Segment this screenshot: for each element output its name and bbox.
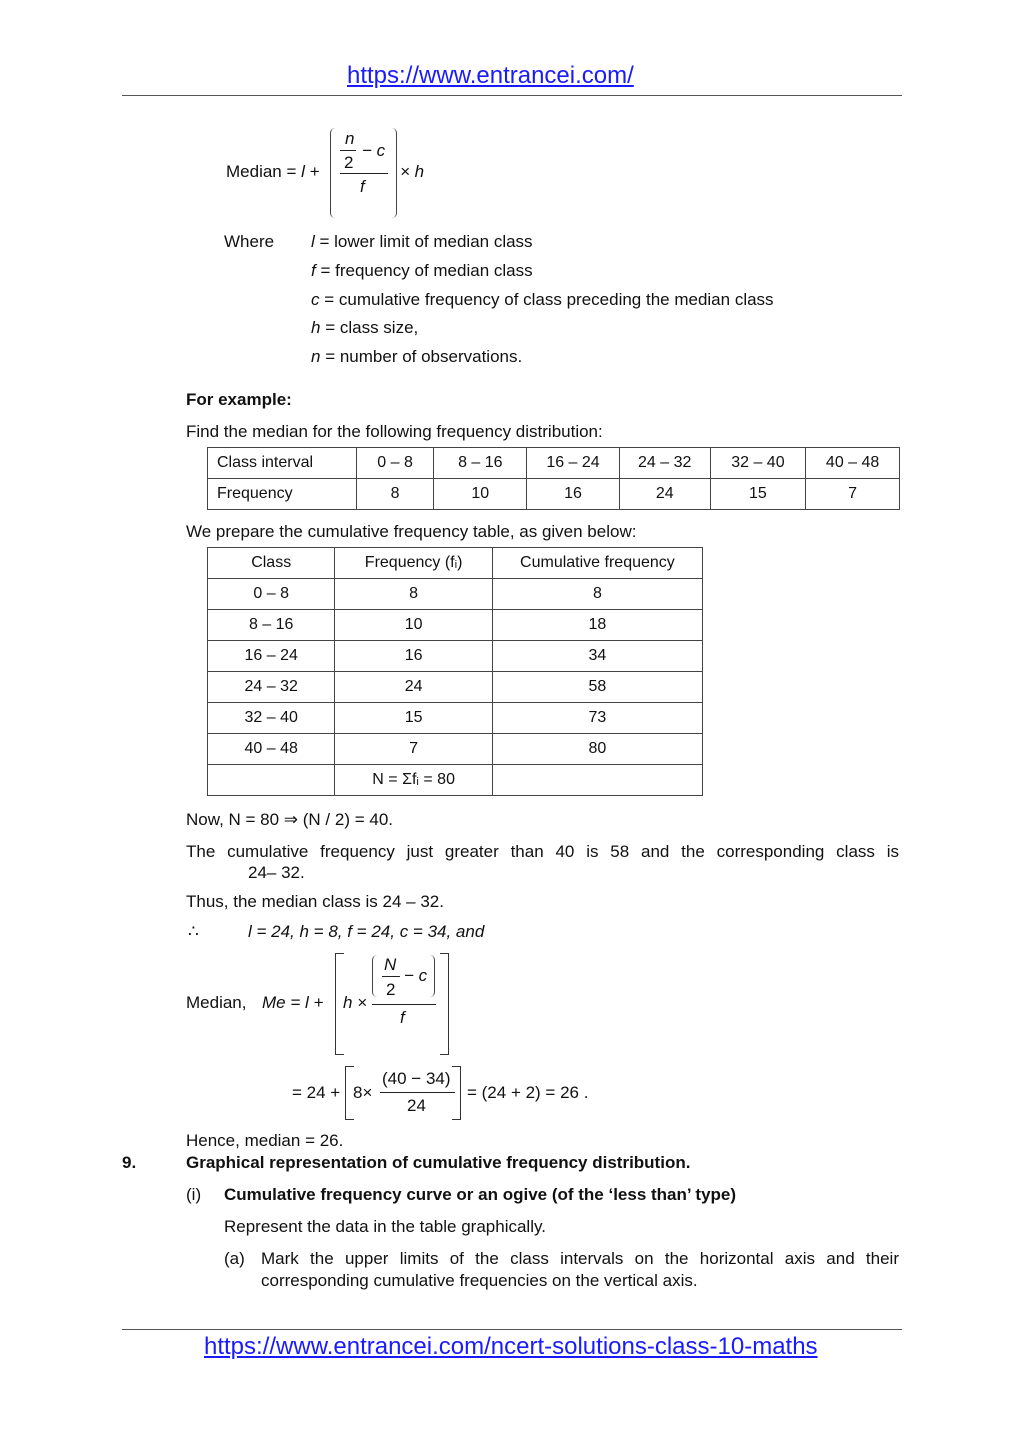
table-cell [492,765,702,796]
median2-me: Me = l + [262,993,324,1012]
right-paren [392,128,397,218]
table-cell: 8 – 16 [208,610,335,641]
calc-suffix: = (24 + 2) = 26 . [467,1083,589,1102]
table-cell: Class interval [208,448,357,479]
table-row [208,548,703,579]
table-cell: 18 [492,610,702,641]
formula-median-lhs: Median = l + [226,162,320,181]
example-heading: For example: [186,390,292,409]
a-line2: corresponding cumulative frequencies on the vertical axis. [261,1271,698,1290]
table-row [208,765,703,796]
table-cell: 16 – 24 [527,448,620,479]
table-cell: 32 – 40 [208,703,335,734]
therefore-symbol: ∴ [188,922,199,941]
formula-minus-c: − c [362,141,386,160]
calc-denominator: 24 [407,1096,426,1115]
calc-prefix: = 24 + [292,1083,341,1102]
table-row [208,672,703,703]
formula-main-bar [340,173,388,174]
where-item-n: n = number of observations. [311,347,523,366]
table-cell: 16 [527,479,620,510]
table-cell: Frequency [208,479,357,510]
median2-N: N [384,955,397,974]
table-cell: 0 – 8 [208,579,335,610]
median2-f: f [400,1008,405,1027]
table-cell: 15 [710,479,806,510]
table-cell: 7 [806,479,900,510]
table-cell: 24 [335,672,492,703]
table-cell: 24 – 32 [208,672,335,703]
median2-N-bar [382,976,400,977]
hence-line: Hence, median = 26. [186,1131,344,1150]
table-cell: 58 [492,672,702,703]
where-item-h: h = class size, [311,318,419,337]
table-cell: N = Σfᵢ = 80 [335,765,492,796]
formula-n: n [345,129,355,148]
table-cell: 8 [492,579,702,610]
median2-inner-left-paren [372,955,377,997]
table-cell: 16 – 24 [208,641,335,672]
table-cell: 80 [492,734,702,765]
footer-link[interactable]: https://www.entrancei.com/ncert-solutions-class-10-maths [204,1333,818,1360]
formula-two: 2 [344,153,354,172]
now-line: Now, N = 80 ⇒ (N / 2) = 40. [186,810,393,829]
formula-f: f [360,177,365,196]
where-item-c: c = cumulative frequency of class preceding the median class [311,290,774,309]
formula-n-bar [340,150,356,151]
where-item-l: l = lower limit of median class [311,232,533,251]
table-cell: 10 [335,610,492,641]
table-row [208,610,703,641]
table-cell: 15 [335,703,492,734]
a-line1: Mark the upper limits of the class intervals on the horizontal axis and their [261,1249,899,1268]
calc-right-bracket [452,1066,461,1120]
table-cell: 40 – 48 [806,448,900,479]
table-cell: 34 [492,641,702,672]
table-row [208,579,703,610]
calc-numerator: (40 − 34) [382,1069,451,1088]
table-cell [208,765,335,796]
table-cell: 73 [492,703,702,734]
sub-i-marker: (i) [186,1185,202,1204]
table-cell: 7 [335,734,492,765]
table-cell: 8 – 16 [434,448,527,479]
median2-lhs: Median, [186,993,247,1012]
table-cell: 10 [434,479,527,510]
table-cell: 8 [356,479,434,510]
footer-rule [122,1329,902,1330]
median2-main-bar [372,1004,436,1005]
section-number: 9. [122,1153,137,1172]
example-intro: Find the median for the following frequency distribution: [186,422,603,441]
table-row [208,703,703,734]
sub-i-title: Cumulative frequency curve or an ogive (of the ‘less than’ type) [224,1185,737,1204]
median2-h: h × [343,993,368,1012]
cumulative-text-line1: The cumulative frequency just greater than 40 is 58 and the corresponding class is [186,842,899,861]
table-header-cell: Frequency (fᵢ) [335,548,492,579]
table-row [208,734,703,765]
represent-line: Represent the data in the table graphically. [224,1217,546,1236]
where-label: Where [224,232,275,251]
table-cell: 16 [335,641,492,672]
where-item-f: f = frequency of median class [311,261,533,280]
calc-bar [380,1092,455,1093]
median2-right-bracket [440,953,449,1055]
median2-two: 2 [386,980,396,999]
table-cell: 32 – 40 [710,448,806,479]
header-link[interactable]: https://www.entrancei.com/ [347,62,634,89]
table-row [208,479,900,510]
table-row [208,448,900,479]
values-line: l = 24, h = 8, f = 24, c = 34, and [248,922,485,941]
cumulative-table [207,547,703,796]
thus-line: Thus, the median class is 24 – 32. [186,892,444,911]
formula-times-h: × h [400,162,425,181]
prep-text: We prepare the cumulative frequency table, as given below: [186,522,637,541]
median2-minus-c: − c [404,966,428,985]
median2-inner-right-paren [430,955,435,997]
section-title: Graphical representation of cumulative frequency distribution. [186,1153,691,1172]
table-cell: 40 – 48 [208,734,335,765]
table-row [208,641,703,672]
table-cell: 8 [335,579,492,610]
a-marker: (a) [224,1249,245,1268]
table-cell: 24 – 32 [619,448,710,479]
frequency-table [207,447,900,510]
table-cell: 0 – 8 [356,448,434,479]
left-paren [330,128,335,218]
table-header-cell: Class [208,548,335,579]
header-rule [122,95,902,96]
cumulative-text-line2: 24– 32. [248,863,305,882]
table-header-cell: Cumulative frequency [492,548,702,579]
calc-eight: 8× [353,1083,373,1102]
table-cell: 24 [619,479,710,510]
